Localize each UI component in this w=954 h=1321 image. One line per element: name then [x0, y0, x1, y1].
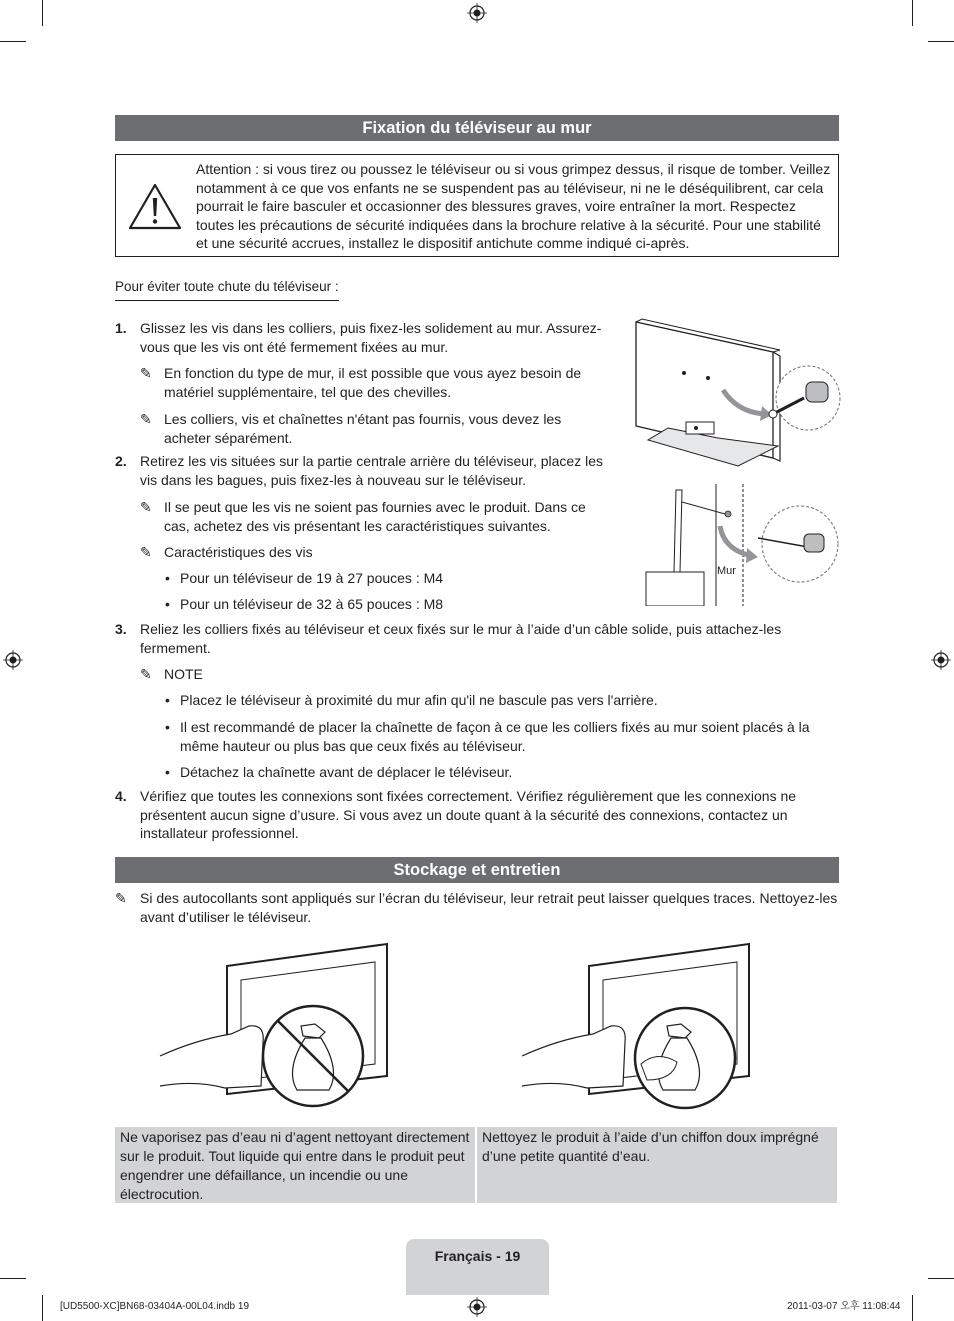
- registration-mark-icon: [467, 1297, 487, 1317]
- pencil-icon: ✎: [140, 411, 152, 427]
- step-3-bullet-3: • Détachez la chaînette avant de déplacer le téléviseur.: [180, 763, 840, 782]
- warning-text: [196, 160, 836, 253]
- crop-mark: [42, 1295, 43, 1321]
- step-1-text: Glissez les vis dans les colliers, puis fixez-les solidement au mur. Assurez-vous que les vis ont été fermement fixées au mur.: [140, 320, 602, 355]
- section-title-wall-mount: Fixation du téléviseur au mur: [115, 115, 839, 141]
- crop-mark: [912, 0, 913, 26]
- pencil-icon: ✎: [115, 890, 127, 906]
- page-number: Français - 19: [406, 1239, 549, 1295]
- registration-mark-icon: [3, 650, 23, 670]
- step-3-bullet-1: • Placez le téléviseur à proximité du mur afin qu'il ne bascule pas vers l'arrière.: [180, 691, 840, 710]
- warning-label: Attention: [196, 161, 252, 177]
- crop-mark: [928, 41, 954, 42]
- step-3-note: NOTE: [164, 666, 203, 682]
- caption-no-spray: Ne vaporisez pas d’eau ni d’agent nettoyant directement sur le produit. Tout liquide qui entre dans le produit peut engendrer une défaillance, un incendie ou une électrocution.: [115, 1127, 475, 1203]
- crop-mark: [928, 1278, 954, 1279]
- registration-mark-icon: [931, 650, 951, 670]
- tv-wall-chain-illustration: [640, 484, 840, 606]
- step-1-note-2: Les colliers, vis et chaînettes n'étant pas fournis, vous devez les acheter séparément.: [164, 411, 562, 446]
- registration-mark-icon: [467, 3, 487, 23]
- crop-mark: [0, 1278, 26, 1279]
- crop-mark: [912, 1295, 913, 1321]
- pencil-icon: ✎: [140, 499, 152, 515]
- step-4-text: Vérifiez que toutes les connexions sont fixées correctement. Vérifiez régulièrement que les connexions ne présentent aucun signe d’usure. Si vous avez un doute quant à la sécurité des connexions, contactez un installateur professionnel.: [140, 788, 797, 841]
- subheading: Pour éviter toute chute du téléviseur :: [115, 278, 339, 301]
- footer-date: 2011-03-07 오후 11:08:44: [787, 1301, 901, 1312]
- storage-note: Si des autocollants sont appliqués sur l’écran du téléviseur, leur retrait peut laisser quelques traces. Nettoyez-les avant d’utiliser le téléviseur.: [140, 890, 838, 925]
- crop-mark: [42, 0, 43, 26]
- step-number: 2.: [115, 453, 127, 469]
- pencil-icon: ✎: [140, 666, 152, 682]
- step-3-text: Reliez les colliers fixés au téléviseur et ceux fixés sur le mur à l’aide d’un câble solide, puis attachez-les fermement.: [140, 621, 782, 656]
- cloth-clean-illustration: [517, 940, 767, 1112]
- step-number: 1.: [115, 320, 127, 336]
- tv-bracket-illustration: [628, 318, 843, 483]
- step-2-bullet-1: • Pour un téléviseur de 19 à 27 pouces : M4: [180, 569, 610, 588]
- caption-cloth-clean: Nettoyez le produit à l’aide d’un chiffon doux imprégné d’une petite quantité d’eau.: [477, 1127, 837, 1203]
- crop-mark: [0, 41, 26, 42]
- warning-box: [115, 154, 839, 257]
- step-1-note-1: En fonction du type de mur, il est possible que vous ayez besoin de matériel supplémentaire, tel que des chevilles.: [164, 365, 582, 400]
- pencil-icon: ✎: [140, 365, 152, 381]
- section-title-storage: Stockage et entretien: [115, 857, 839, 883]
- step-number: 4.: [115, 788, 127, 804]
- no-spray-illustration: [155, 940, 405, 1112]
- step-2-note-1: Il se peut que les vis ne soient pas fournies avec le produit. Dans ce cas, achetez des vis présentant les caractéristiques suivantes.: [164, 499, 586, 534]
- warning-body: : si vous tirez ou poussez le téléviseur ou si vous grimpez dessus, il risque de tomber. Veillez notamment à ce que vos enfants ne se suspendent pas au téléviseur, ni ne le déséquilibrent, car cela pourrait le faire basculer et occasionner des blessures graves, voire entraîner la mort. Respectez toutes les précautions de sécurité indiquées dans la brochure relative à la sécurité. Pour une stabilité et une sécurité accrues, installez le dispositif antichute comme indiqué ci-après.: [196, 161, 831, 251]
- step-number: 3.: [115, 621, 127, 637]
- step-3-bullet-2: • Il est recommandé de placer la chaînette de façon à ce que les colliers fixés au mur soient placés à la même hauteur ou plus bas que ceux fixés au téléviseur.: [180, 718, 842, 755]
- wall-label: Mur: [717, 565, 736, 577]
- step-2-bullet-2: • Pour un téléviseur de 32 à 65 pouces : M8: [180, 595, 610, 614]
- pencil-icon: ✎: [140, 544, 152, 560]
- step-2-note-2: Caractéristiques des vis: [164, 544, 313, 560]
- footer-file: [UD5500-XC]BN68-03404A-00L04.indb 19: [60, 1301, 250, 1312]
- step-2-text: Retirez les vis situées sur la partie centrale arrière du téléviseur, placez les vis dans les bagues, puis fixez-les à nouveau sur le téléviseur.: [140, 453, 603, 488]
- warning-triangle-icon: [127, 181, 183, 231]
